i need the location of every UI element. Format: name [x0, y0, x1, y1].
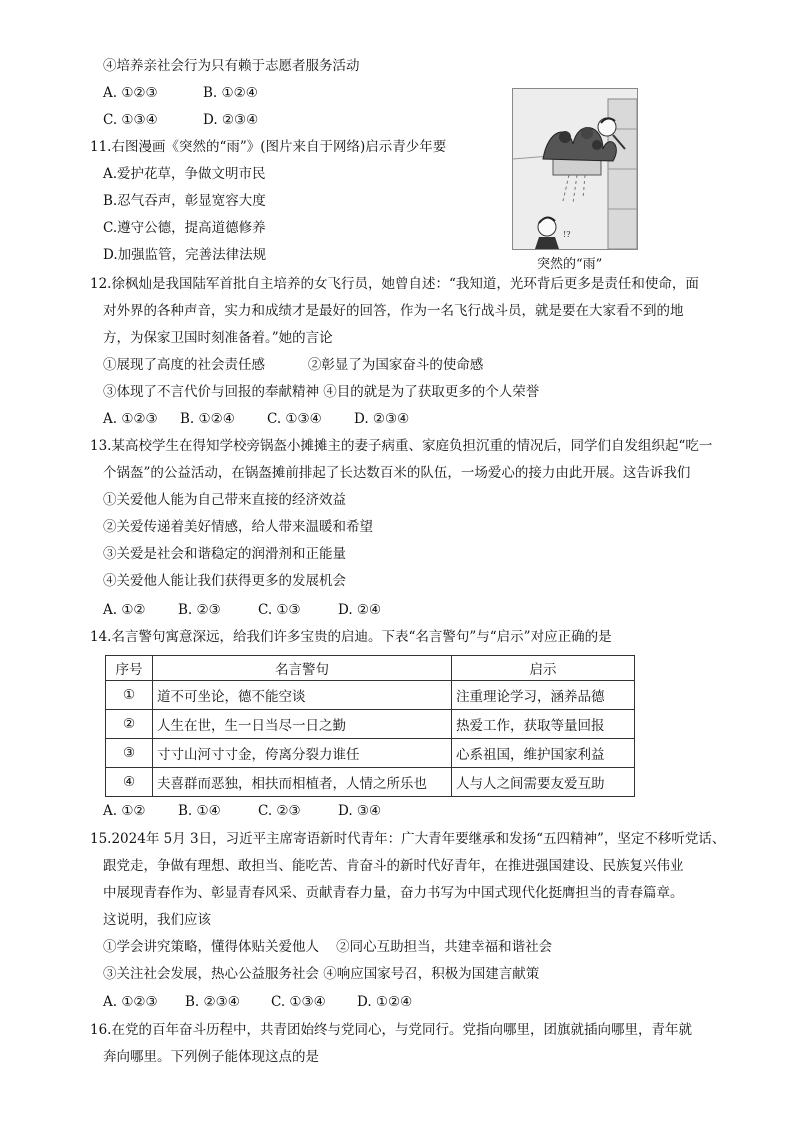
- q13-stem-line1: 13.某高校学生在得知学校旁锅盔小摊摊主的妻子病重、家庭负担沉重的情况后，同学们自发组织起“吃一: [90, 438, 713, 454]
- q15-option-b: B. ②③④: [185, 994, 240, 1010]
- q10-options-row2: [103, 111, 258, 129]
- q15-stem-line2: 跟党走，争做有理想、敢担当、能吃苦、肯奋斗的新时代好青年，在推进强国建设、民族复兴伟业: [103, 858, 684, 874]
- q13-option-a: A. ①②: [103, 602, 146, 618]
- q15-option-a: A. ①②③: [103, 994, 158, 1010]
- table-cell-insight: 心系祖国，维护国家利益: [452, 739, 635, 768]
- table-header-insight: 启示: [452, 656, 635, 681]
- q15-stem-line1: 15.2024年 5月 3日，习近平主席寄语新时代青年：广大青年要继承和发扬“五四精神”，坚定不移听党话、: [90, 831, 726, 847]
- q12-stem-line2: 对外界的各种声音，实力和成绩才是最好的回答，作为一名飞行战斗员，就是要在大家看不到的地: [103, 303, 684, 319]
- table-header-row: [106, 656, 635, 681]
- q14-option-c: C. ②③: [258, 803, 301, 819]
- q15-options: [103, 993, 412, 1011]
- q13-option-b: B. ②③: [178, 602, 221, 618]
- table-cell-quote: 寸寸山河寸寸金，侉离分裂力谁任: [153, 739, 452, 768]
- q16-stem-line2: 奔向哪里。下列例子能体现这点的是: [103, 1049, 319, 1065]
- q15-items-line1: ①学会讲究策略，懂得体贴关爱他人 ②同心互助担当，共建幸福和谐社会: [103, 939, 553, 955]
- q16-stem-line1: 16.在党的百年奋斗历程中，共青团始终与党同心，与党同行。党指向哪里，团旗就插向哪里，青年就: [90, 1022, 692, 1038]
- table-cell-insight: 热爱工作，获取等量回报: [452, 710, 635, 739]
- q13-stem-line2: 个锅盔”的公益活动，在锅盔摊前排起了长达数百米的队伍，一场爱心的接力由此开展。这告诉我们: [103, 465, 691, 481]
- q15-option-d: D. ①②④: [357, 994, 413, 1010]
- q12-option-b: B. ①②④: [180, 411, 235, 427]
- q10-options-row1: [103, 84, 258, 102]
- table-cell-index: ③: [106, 739, 153, 768]
- q11-option-b: B.忍气吞声，彰显宽容大度: [103, 193, 266, 209]
- table-row: [106, 739, 635, 768]
- q14-stem: 14.名言警句寓意深远，给我们许多宝贵的启迪。下表“名言警句”与“启示”对应正确的是: [90, 629, 612, 645]
- q13-option-c: C. ①③: [258, 602, 301, 618]
- q10-option-d: D. ②③④: [203, 112, 259, 128]
- q14-option-b: B. ①④: [178, 803, 221, 819]
- table-cell-index: ②: [106, 710, 153, 739]
- table-cell-quote: 道不可坐论，德不能空谈: [153, 681, 452, 710]
- q10-option-b: B. ①②④: [203, 85, 258, 101]
- q11-stem: 11.右图漫画《突然的“雨”》(图片来自于网络)启示青少年要: [90, 139, 447, 155]
- table-header-index: 序号: [106, 656, 153, 681]
- q13-option-d: D. ②④: [338, 602, 382, 618]
- svg-text:!?: !?: [563, 230, 571, 239]
- q13-item-2: ②关爱传递着美好情感，给人带来温暖和希望: [103, 519, 373, 535]
- q11-option-d: D.加强监管，完善法律法规: [103, 247, 267, 263]
- q15-stem-line3: 中展现青春作为、彰显青春风采、贡献青春力量，奋力书写为中国式现代化挺膺担当的青春篇章。: [103, 885, 684, 901]
- q14-option-d: D. ③④: [338, 803, 382, 819]
- table-header-quote: 名言警句: [153, 656, 452, 681]
- table-cell-insight: 人与人之间需要友爱互助: [452, 768, 635, 797]
- table-row: [106, 681, 635, 710]
- cartoon-illustration: [513, 89, 637, 249]
- q12-option-d: D. ②③④: [354, 411, 410, 427]
- q12-options: [103, 410, 409, 428]
- cartoon-caption: 突然的“雨”: [537, 257, 603, 272]
- q11-option-c: C.遵守公德，提高道德修养: [103, 220, 266, 236]
- table-row: [106, 710, 635, 739]
- quotes-table: [105, 655, 635, 797]
- q12-option-a: A. ①②③: [103, 411, 158, 427]
- q13-options: [103, 601, 381, 619]
- q12-stem-line3: 方，为保家卫国时刻准备着。”她的言论: [103, 330, 333, 346]
- table-row: [106, 768, 635, 797]
- q13-item-4: ④关爱他人能让我们获得更多的发展机会: [103, 573, 346, 589]
- q13-item-1: ①关爱他人能为自己带来直接的经济效益: [103, 492, 346, 508]
- q10-item-4: ④培养亲社会行为只有赖于志愿者服务活动: [103, 58, 360, 74]
- cartoon-image: [512, 88, 638, 250]
- table-cell-quote: 人生在世，生一日当尽一日之勤: [153, 710, 452, 739]
- q10-option-a: A. ①②③: [103, 85, 158, 101]
- q15-option-c: C. ①③④: [271, 994, 326, 1010]
- q12-option-c: C. ①③④: [267, 411, 322, 427]
- table-cell-index: ④: [106, 768, 153, 797]
- q10-option-c: C. ①③④: [103, 112, 158, 128]
- q12-items-line1: ①展现了高度的社会责任感 ②彰显了为国家奋斗的使命感: [103, 357, 484, 373]
- q12-stem-line1: 12.徐枫灿是我国陆军首批自主培养的女飞行员，她曾自述：“我知道，光环背后更多是责任和使命，面: [90, 276, 699, 292]
- table-cell-index: ①: [106, 681, 153, 710]
- q14-options: [103, 802, 381, 820]
- table-cell-quote: 夫喜群而恶独，相扶而相植者，人情之所乐也: [153, 768, 452, 797]
- q14-option-a: A. ①②: [103, 803, 146, 819]
- q11-option-a: A.爱护花草，争做文明市民: [103, 166, 266, 182]
- q15-stem-line4: 这说明，我们应该: [103, 912, 211, 928]
- q15-items-line2: ③关注社会发展，热心公益服务社会 ④响应国家号召，积极为国建言献策: [103, 966, 540, 982]
- q12-items-line2: ③体现了不言代价与回报的奉献精神 ④目的就是为了获取更多的个人荣誉: [103, 384, 540, 400]
- table-cell-insight: 注重理论学习，涵养品德: [452, 681, 635, 710]
- q13-item-3: ③关爱是社会和谐稳定的润滑剂和正能量: [103, 546, 346, 562]
